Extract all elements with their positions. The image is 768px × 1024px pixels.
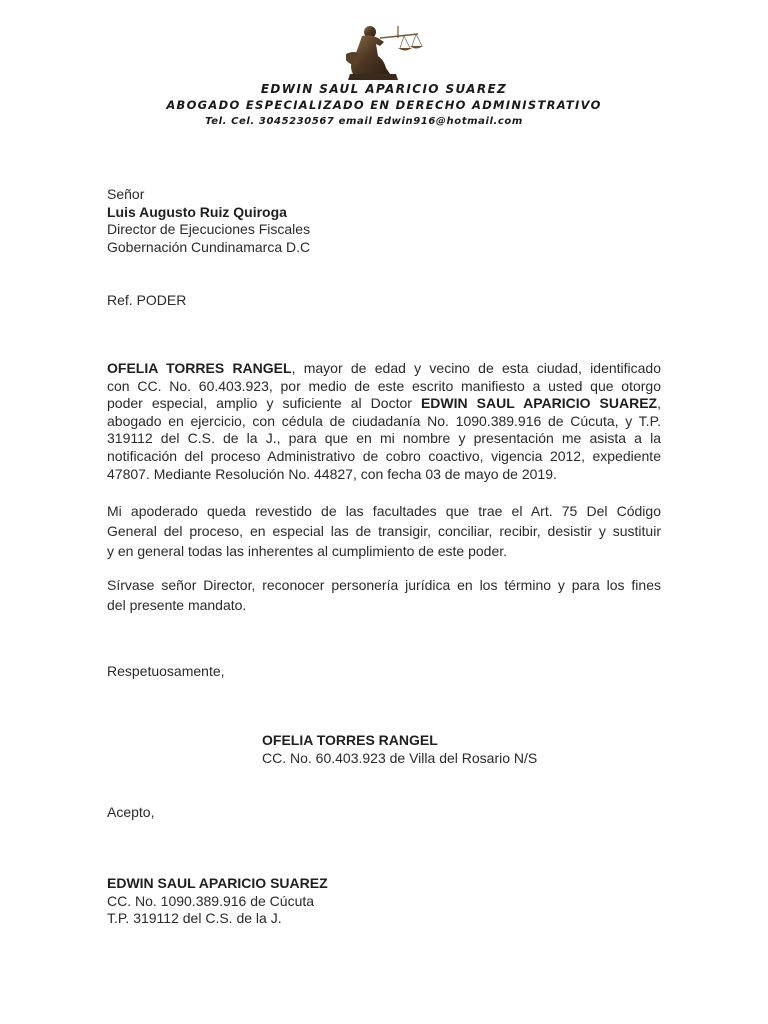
recipient-block — [107, 186, 661, 256]
reference: Ref. PODER — [107, 292, 187, 308]
signatory-block — [262, 732, 662, 767]
p1-line-1: , mayor de edad y vecino de esta ciudad, identificado — [291, 360, 661, 376]
attorney-tp: T.P. 319112 del C.S. de la J. — [107, 910, 282, 927]
p1-line-5: 319112 del C.S. de la J., para que en mi nombre y presentación me asista a la — [107, 430, 661, 447]
attorney-name: EDWIN SAUL APARICIO SUAREZ — [107, 875, 328, 891]
client-name: OFELIA TORRES RANGEL — [107, 360, 292, 376]
body-paragraph-2 — [107, 501, 661, 561]
p1-line-6: notificación del proceso Administrativo de cobro coactivo, vigencia 2012, expediente — [107, 447, 661, 464]
recipient-position: Director de Ejecuciones Fiscales — [107, 221, 311, 238]
recipient-entity: Gobernación Cundinamarca D.C — [107, 238, 311, 255]
closing: Respetuosamente, — [107, 663, 225, 679]
p1-line-3: poder especial, amplio y suficiente al Doctor — [107, 395, 421, 412]
signatory-id: CC. No. 60.403.923 de Villa del Rosario N/S — [262, 749, 538, 766]
letterhead-name: EDWIN SAUL APARICIO SUAREZ — [260, 82, 508, 96]
attorney-id: CC. No. 1090.389.916 de Cúcuta — [107, 892, 315, 909]
acceptance: Acepto, — [107, 804, 155, 820]
recipient-salutation: Señor — [107, 186, 145, 202]
letterhead-title: ABOGADO ESPECIALIZADO EN DERECHO ADMINISTRATIVO — [166, 98, 602, 112]
recipient-name: Luis Augusto Ruiz Quiroga — [107, 203, 287, 220]
p3-line-2: del presente mandato. — [107, 597, 247, 613]
attorney-name-inline: EDWIN SAUL APARICIO SUAREZ — [420, 395, 658, 412]
p2-line-2: General del proceso, en especial las de transigir, conciliar, recibir, desistir y sustituir — [107, 523, 661, 539]
p1-line-7: 47807. Mediante Resolución No. 44827, con fecha 03 de mayo de 2019. — [107, 465, 557, 482]
attorney-block — [107, 875, 661, 928]
p3-line-1: Sírvase señor Director, reconocer personería jurídica en los término y para los fines — [107, 577, 661, 593]
justice-statue-icon — [340, 20, 424, 82]
p1-line-4: abogado en ejercicio, con cédula de ciudadanía No. 1090.389.916 de Cúcuta, y T.P. — [107, 412, 661, 429]
body-paragraph-3 — [107, 575, 661, 615]
p2-line-1: Mi apoderado queda revestido de las facultades que trae el Art. 75 Del Código — [107, 503, 661, 519]
p2-line-3: y en general todas las inherentes al cumplimiento de este poder. — [107, 543, 508, 559]
p1-line-3-end: , — [657, 395, 661, 412]
body-paragraph-1 — [107, 360, 661, 483]
p1-line-2: con CC. No. 60.403.923, por medio de este escrito manifiesto a usted que otorgo — [107, 377, 661, 394]
letterhead-contact: Tel. Cel. 3045230567 email Edwin916@hotmail.com — [205, 116, 523, 127]
signatory-name: OFELIA TORRES RANGEL — [262, 732, 438, 748]
